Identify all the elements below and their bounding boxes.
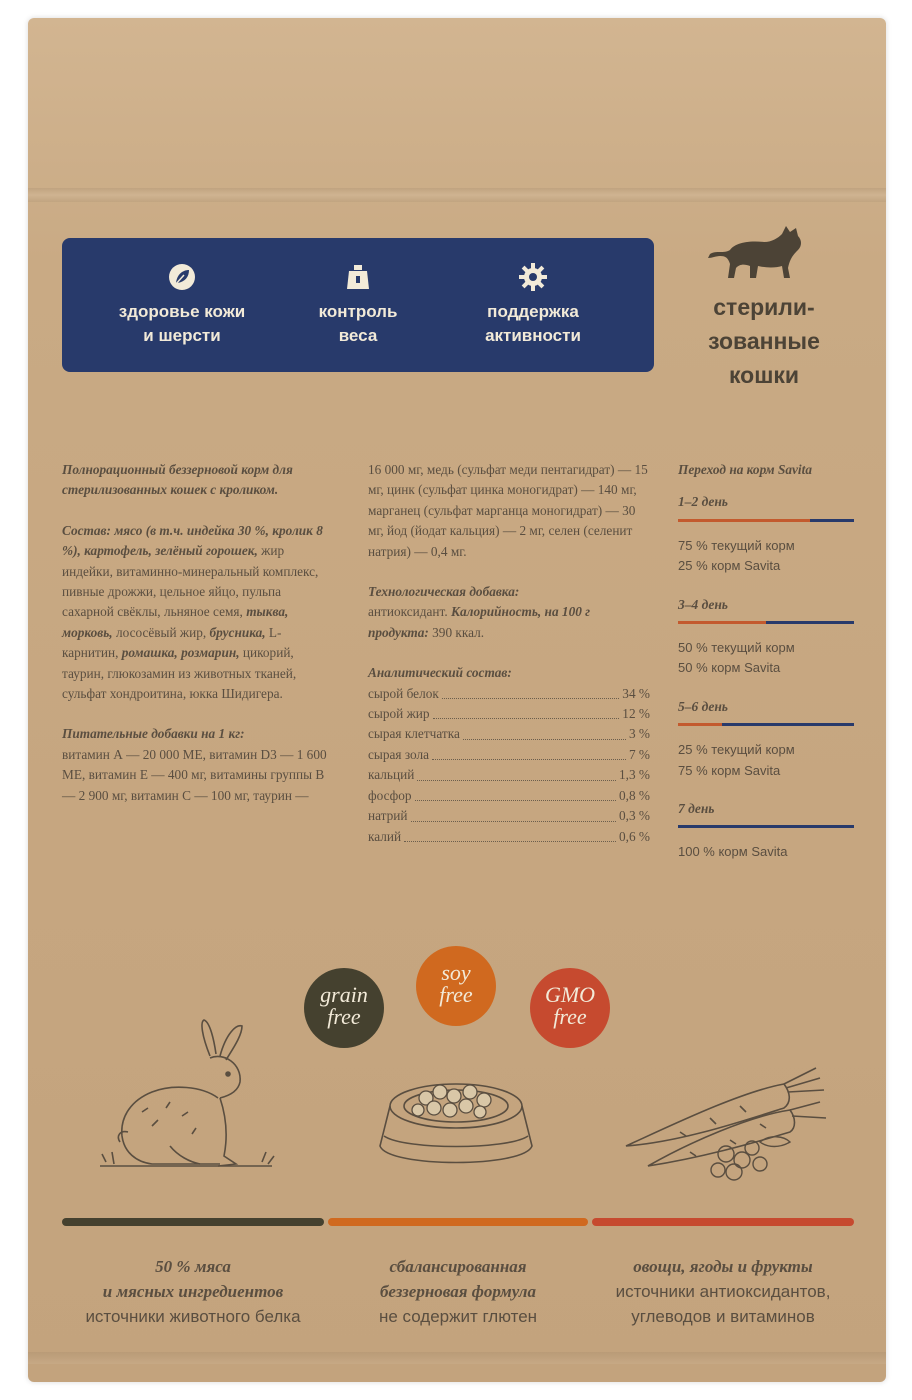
current-food-segment [678,519,810,522]
analysis-name: сырая клетчатка [368,726,460,742]
transition-day [678,492,858,584]
composition-plain: цикорий, таурин, глюкозамин из животных тканей, сульфат хондроитина, юкка Шидигера. [62,645,297,702]
composition-bold: тыква, морковь, [62,604,289,640]
analysis-title: Аналитический состав: [368,665,512,681]
target-line2: зованные [708,328,820,354]
gmo-free-badge [530,968,610,1048]
footer-text: источники антиоксидантов, [615,1282,831,1301]
formula-bar [328,1218,588,1226]
leaf-icon [167,262,197,292]
day-line2: 75 % корм Savita [678,762,781,778]
feature-line2: активности [485,326,581,345]
weight-icon [343,262,373,292]
leader-dots [463,739,626,740]
analysis-value: 0,3 % [618,808,650,824]
leader-dots [417,780,616,781]
tech-additive [368,582,650,643]
day-label: 7 день [678,801,715,817]
transition-column [678,460,858,871]
feature-line1: контроль [318,302,398,321]
leader-dots [404,841,616,842]
analysis-name: натрий [368,808,408,824]
savita-segment [810,519,854,522]
leader-dots [433,718,620,719]
soy-free-badge [416,946,496,1026]
day-label: 3–4 день [678,596,728,612]
footer-heading: овощи, ягоды и фрукты [633,1257,813,1276]
badge-line2: free [439,982,473,1007]
footer-heading: 50 % мяса [155,1257,231,1276]
transition-days [678,492,858,870]
badge-line1: GMO [544,982,596,1007]
analysis-name: калий [368,828,402,844]
composition-bold: брусника, [209,624,266,640]
footer-vegetables [592,1254,854,1329]
transition-day [678,799,858,871]
additives-continued: 16 000 мг, медь (сульфат меди пентагидрат) — 15 мг, цинк (сульфат цинка моногидрат) — 140 мг, марганец (сульфат марганца моногидрат) — 30 мг, йод (йодат кальция) — 2 мг, селен (селенит натрия) — 0,4 мг. [368,462,648,559]
badge-line1: grain [320,982,368,1007]
badge-line2: free [327,1004,361,1029]
analysis-value: 34 % [622,685,650,701]
food-bowl-illustration [374,1064,538,1184]
footer-heading: и мясных ингредиентов [102,1282,284,1301]
day-label: 5–6 день [678,698,728,714]
additives [62,724,334,806]
target-label [690,290,838,392]
ratio-line [678,825,858,828]
leader-dots [415,800,616,801]
analysis-name: кальций [368,767,415,783]
day-line1: 75 % текущий корм [678,537,795,553]
feature-activity [454,262,612,348]
analysis-value: 3 % [628,726,650,742]
day-line2: 25 % корм Savita [678,558,781,574]
calorie-text: 390 ккал. [428,624,485,640]
day-line1: 100 % корм Savita [678,844,788,860]
analysis-column [368,460,650,847]
feature-line2: веса [338,326,378,345]
transition-day [678,595,858,687]
analysis-table [368,684,650,847]
savita-segment [766,621,854,624]
day-line1: 25 % текущий корм [678,742,795,758]
ratio-line [678,723,858,726]
analysis-row [368,806,650,826]
ratio-line [678,621,858,624]
feature-line2: и шерсти [143,326,221,345]
analysis-row [368,745,650,765]
badge-line2: free [553,1004,587,1029]
analysis-name: фосфор [368,787,412,803]
analysis-row [368,765,650,785]
composition-bold: Состав: мясо (в т.ч. индейка 30 %, кролик 8 %), картофель, зелёный горошек, [62,522,323,559]
tech-text: антиоксидант. [368,604,451,620]
badge-line1: soy [441,960,471,985]
feature-line1: здоровье кожи [118,302,246,321]
target-line1: стерили- [713,294,815,320]
analysis-value: 0,8 % [618,787,650,803]
savita-segment [722,723,854,726]
ratio-line [678,519,858,522]
analysis-value: 1,3 % [618,767,650,783]
feature-skin-coat [102,262,262,348]
day-line1: 50 % текущий корм [678,640,795,656]
analysis-row [368,786,650,806]
additives-text: витамин А — 20 000 МЕ, витамин D3 — 1 600 МЕ, витамин Е — 400 мг, витамины группы В — 2 900 мг, витамин С — 100 мг, таурин — [62,746,327,803]
analysis-value: 12 % [622,706,650,722]
analysis-value: 7 % [628,746,650,762]
product-intro: Полнорационный беззерновой корм для стерилизованных кошек с кроликом. [62,462,293,498]
footer-meat [62,1254,324,1329]
analysis-row [368,827,650,847]
footer-text: источники животного белка [85,1307,301,1326]
feature-weight-control [284,262,432,348]
footer-heading: беззерновая формула [379,1282,537,1301]
analysis-row [368,684,650,704]
leader-dots [442,698,619,699]
features-banner [62,238,654,372]
analysis-row [368,724,650,744]
target-line3: кошки [728,362,800,388]
grain-free-badge [304,968,384,1048]
composition-plain: жир индейки, витаминно-минеральный комплекс, пивные дрожжи, цельное яйцо, пульпа сахарной свёклы, льняное семя, [62,543,319,620]
composition-column [62,460,334,806]
calorie-title: Калорийность, на 100 г продукта: [368,604,591,640]
carrots-berries-illustration [620,1062,830,1186]
day-line2: 50 % корм Savita [678,660,781,676]
vegetables-bar [592,1218,854,1226]
composition-plain: L-карнитин, [62,624,282,661]
footer-text: не содержит глютен [378,1307,538,1326]
tech-title: Технологическая добавка: [368,584,520,600]
composition-plain: лососёвый жир, [112,624,210,640]
rabbit-illustration [92,1016,282,1176]
cat-icon [706,224,806,280]
package-bottom-seal [28,1352,886,1364]
composition-text [62,521,334,705]
analysis-name: сырая зола [368,746,430,762]
package-seal [28,188,886,202]
analysis-row [368,704,650,724]
meat-bar [62,1218,324,1226]
savita-segment [678,825,854,828]
current-food-segment [678,621,766,624]
gear-icon [518,262,548,292]
current-food-segment [678,723,722,726]
footer-heading: сбалансированная [389,1257,527,1276]
leader-dots [411,821,616,822]
analysis-value: 0,6 % [618,828,650,844]
transition-day [678,697,858,789]
analysis-name: сырой жир [368,706,430,722]
additives-title: Питательные добавки на 1 кг: [62,726,245,742]
composition-bold: ромашка, розмарин, [121,645,240,661]
footer-formula [328,1254,588,1329]
footer-text: углеводов и витаминов [631,1307,815,1326]
transition-title: Переход на корм Savita [678,462,812,477]
leader-dots [432,759,626,760]
feature-line1: поддержка [487,302,579,321]
day-label: 1–2 день [678,494,728,510]
analysis-name: сырой белок [368,685,439,701]
